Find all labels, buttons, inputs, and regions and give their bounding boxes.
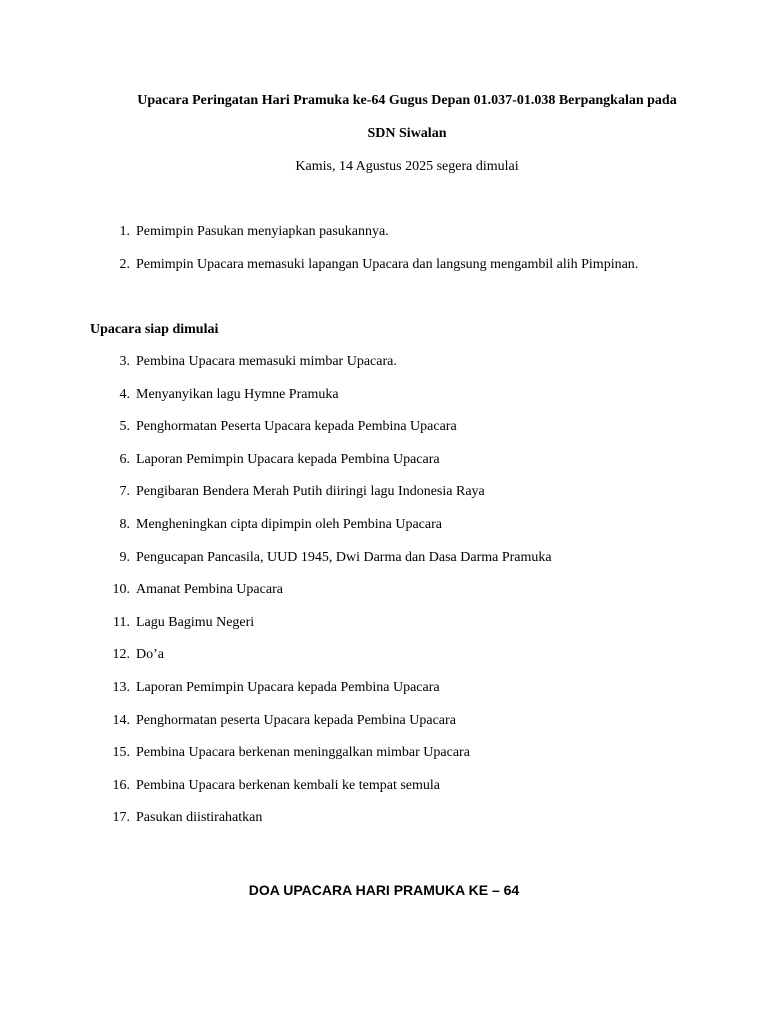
list-item-text: Pengucapan Pancasila, UUD 1945, Dwi Darma dan Dasa Darma Pramuka <box>136 549 552 565</box>
list-item <box>0 451 768 484</box>
section-heading: Upacara siap dimulai <box>90 322 219 337</box>
list-item <box>0 777 768 810</box>
list-item-text: Penghormatan peserta Upacara kepada Pembina Upacara <box>136 712 456 728</box>
list-item <box>0 646 768 679</box>
list-item <box>0 744 768 777</box>
list-item-number: 14. <box>112 712 130 728</box>
list-item-number: 12. <box>112 647 130 663</box>
list-item <box>0 614 768 647</box>
list-item-text: Lagu Bagimu Negeri <box>136 614 255 630</box>
list-item-number: 11. <box>113 614 130 630</box>
list-item-number: 6. <box>119 451 130 467</box>
list-item-number: 2. <box>119 256 130 272</box>
list-item-text: Mengheningkan cipta dipimpin oleh Pembina Upacara <box>136 516 442 532</box>
document-title-line-2: SDN Siwalan <box>367 126 447 141</box>
list-item <box>0 712 768 745</box>
list-item-text: Pemimpin Pasukan menyiapkan pasukannya. <box>136 224 389 239</box>
ceremony-list <box>0 353 768 842</box>
list-item <box>0 353 768 386</box>
list-item-number: 10. <box>112 582 130 598</box>
list-item-number: 8. <box>119 516 130 532</box>
list-item-text: Pemimpin Upacara memasuki lapangan Upacara dan langsung mengambil alih Pimpinan. <box>136 256 639 272</box>
list-item-text: Laporan Pemimpin Upacara kepada Pembina Upacara <box>136 679 440 695</box>
list-item-number: 13. <box>112 679 130 695</box>
document-subtitle: Kamis, 14 Agustus 2025 segera dimulai <box>295 159 519 174</box>
list-item-number: 9. <box>119 549 130 565</box>
list-item-number: 5. <box>119 419 130 435</box>
list-item <box>0 549 768 582</box>
list-item <box>0 256 768 289</box>
list-item-text: Laporan Pemimpin Upacara kepada Pembina Upacara <box>136 451 440 467</box>
list-item-text: Do’a <box>136 647 164 663</box>
list-item-number: 16. <box>112 777 130 793</box>
list-item-text: Menyanyikan lagu Hymne Pramuka <box>136 386 339 402</box>
list-item-text: Pengibaran Bendera Merah Putih diiringi lagu Indonesia Raya <box>136 484 485 500</box>
list-item-number: 15. <box>112 745 130 761</box>
list-item-text: Penghormatan Peserta Upacara kepada Pembina Upacara <box>136 419 457 435</box>
list-item-number: 4. <box>119 386 130 402</box>
list-item-number: 7. <box>119 484 130 500</box>
list-item <box>0 386 768 419</box>
list-item-text: Pembina Upacara berkenan kembali ke tempat semula <box>136 777 440 793</box>
preparation-list <box>0 223 768 288</box>
list-item-number: 17. <box>112 810 130 826</box>
list-item <box>0 809 768 842</box>
list-item-text: Amanat Pembina Upacara <box>136 582 283 598</box>
list-item-text: Pembina Upacara memasuki mimbar Upacara. <box>136 354 397 369</box>
list-item <box>0 679 768 712</box>
list-item <box>0 516 768 549</box>
list-item <box>0 418 768 451</box>
list-item <box>0 483 768 516</box>
list-item-number: 1. <box>119 224 130 239</box>
document-title-line-1: Upacara Peringatan Hari Pramuka ke-64 Gugus Depan 01.037-01.038 Berpangkalan pada <box>137 93 677 108</box>
list-item-number: 3. <box>119 354 130 369</box>
list-item-text: Pasukan diistirahatkan <box>136 810 263 826</box>
list-item <box>0 581 768 614</box>
list-item-text: Pembina Upacara berkenan meninggalkan mimbar Upacara <box>136 745 470 761</box>
prayer-heading: DOA UPACARA HARI PRAMUKA KE – 64 <box>248 882 520 898</box>
list-item <box>0 223 768 256</box>
